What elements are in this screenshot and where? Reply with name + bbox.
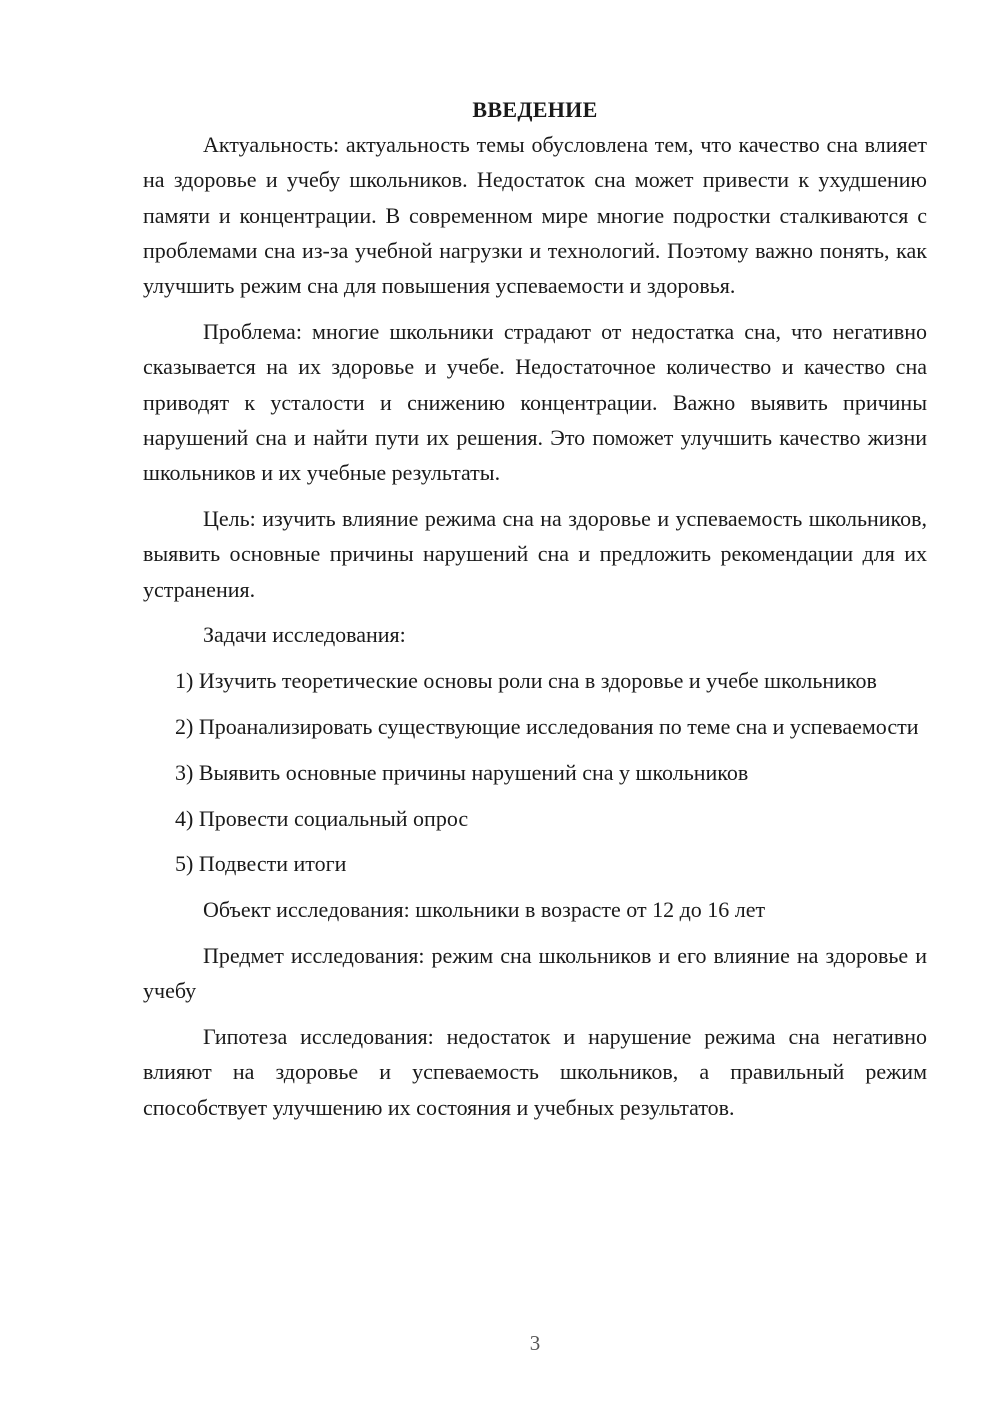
paragraph-relevance: Актуальность: актуальность темы обусловлена тем, что качество сна влияет на здоровье и учебу школьников. Недостаток сна может привести к ухудшению памяти и концентрации. В современном мире многие подростки сталкиваются с проблемами сна из-за учебной нагрузки и технологий. Поэтому важно понять, как улучшить режим сна для повышения успеваемости и здоровья.	[143, 132, 927, 299]
task-item-4: 4) Провести социальный опрос	[175, 805, 469, 831]
task-item-2: 2) Проанализировать существующие исследования по теме сна и успеваемости	[175, 713, 919, 739]
paragraph-object: Объект исследования: школьники в возрасте от 12 до 16 лет	[203, 897, 766, 923]
page-number: 3	[529, 1331, 541, 1355]
task-item-1: 1) Изучить теоретические основы роли сна в здоровье и учебе школьников	[175, 668, 877, 694]
paragraph-hypothesis: Гипотеза исследования: недостаток и нарушение режима сна негативно влияют на здоровье и успеваемость школьников, а правильный режим способствует улучшению их состояния и учебных результатов.	[143, 1024, 927, 1120]
paragraph-goal: Цель: изучить влияние режима сна на здоровье и успеваемость школьников, выявить основные причины нарушений сна и предложить рекомендации для их устранения.	[143, 505, 927, 602]
paragraph-problem: Проблема: многие школьники страдают от недостатка сна, что негативно сказывается на их здоровье и учебе. Недостаточное количество и качество сна приводят к усталости и снижению концентрации. Важно выявить причины нарушений сна и найти пути их решения. Это поможет улучшить качество жизни школьников и их учебные результаты.	[143, 318, 927, 486]
task-item-3: 3) Выявить основные причины нарушений сна у школьников	[175, 759, 749, 785]
document-page	[143, 92, 927, 1135]
section-heading: ВВЕДЕНИЕ	[472, 97, 598, 122]
task-item-5: 5) Подвести итоги	[175, 851, 347, 877]
paragraph-subject: Предмет исследования: режим сна школьников и его влияние на здоровье и учебу	[143, 942, 927, 1004]
paragraph-tasks-intro: Задачи исследования:	[203, 622, 406, 648]
